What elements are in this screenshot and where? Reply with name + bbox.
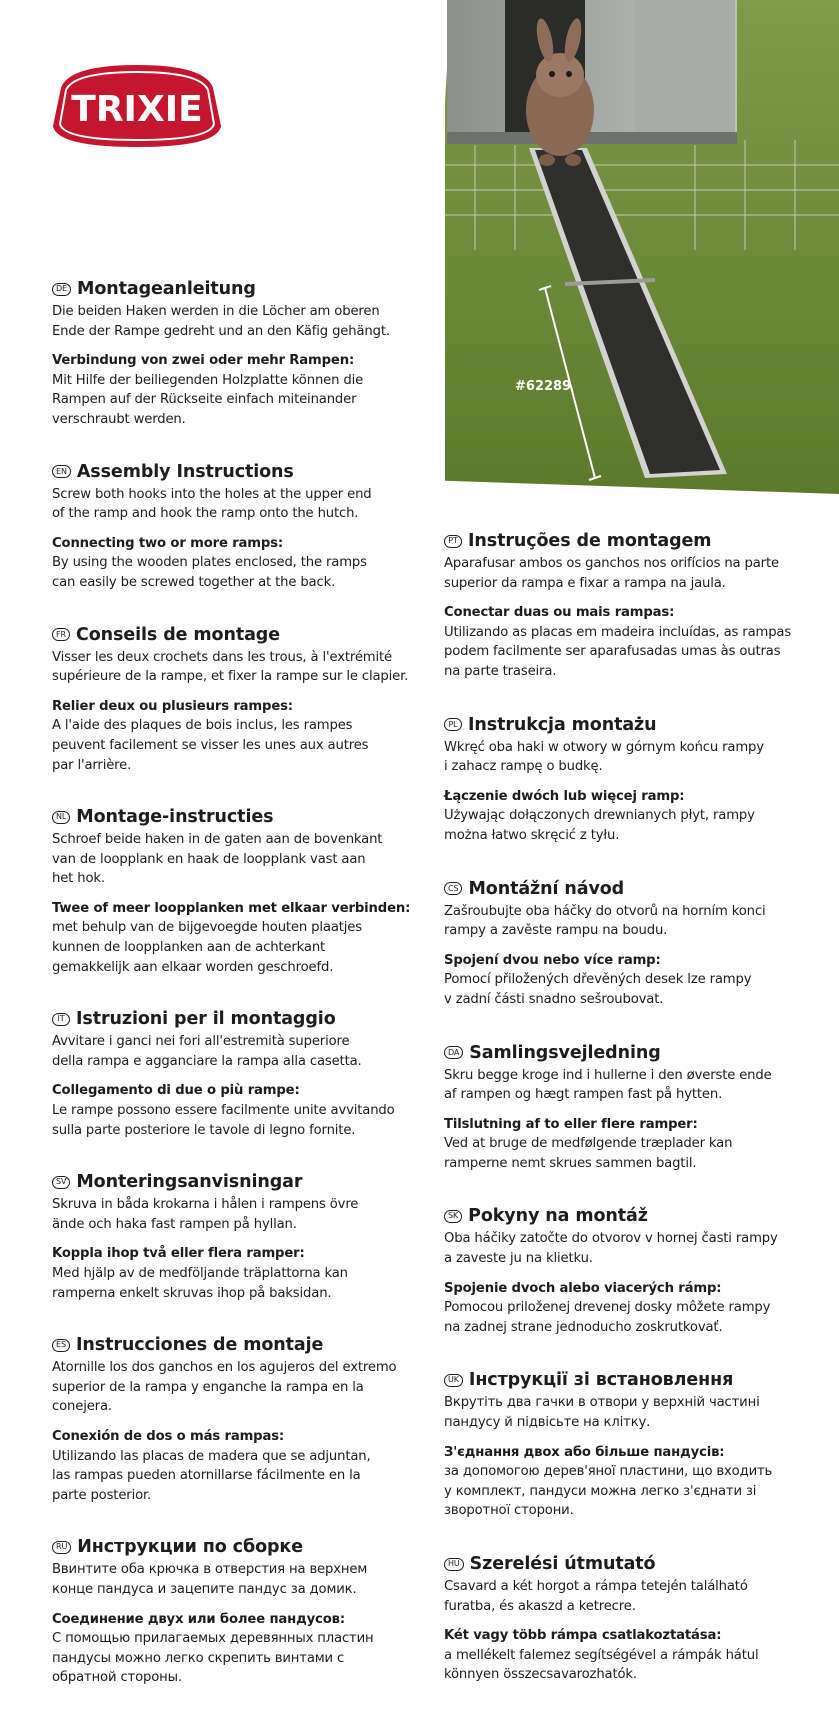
subtext-line: a mellékelt falemez segítségével a rámpák hátul — [444, 1647, 759, 1663]
section-subtitle: Tilslutning af to eller flere ramper: — [444, 1116, 698, 1132]
section-subtitle: З'єднання двох або більше пандусів: — [444, 1444, 725, 1460]
language-badge: DE — [52, 283, 71, 296]
section-subtext — [52, 1101, 412, 1140]
subtext-line: Ved at bruge de medfølgende træplader kan — [444, 1136, 733, 1152]
section-subtitle: Соединение двух или более пандусов: — [52, 1611, 345, 1627]
section-title: Monteringsanvisningar — [76, 1172, 303, 1193]
product-photo — [445, 0, 839, 500]
subtext-line: Mit Hilfe der beiliegenden Holzplatte können die — [52, 372, 364, 388]
subtext-line: sulla parte posteriore le tavole di legno fornite. — [52, 1122, 356, 1138]
text-line: Screw both hooks into the holes at the upper end — [52, 486, 372, 502]
section-subtext — [52, 716, 412, 775]
language-badge: DA — [444, 1046, 463, 1059]
left-column — [52, 278, 412, 1719]
section-text — [52, 830, 412, 889]
instruction-section-uk — [444, 1369, 804, 1521]
text-line: della rampa e agganciare la rampa alla casetta. — [52, 1053, 362, 1069]
section-text — [52, 648, 412, 687]
subtext-line: kunnen de loopplanken aan de achterkant — [52, 940, 326, 956]
section-subtitle: Koppla ihop två eller flera ramper: — [52, 1246, 305, 1262]
section-text — [52, 1032, 412, 1071]
section-text — [444, 1066, 804, 1105]
language-badge: EN — [52, 465, 71, 478]
subtext-line: Med hjälp av de medföljande träplattorna kan — [52, 1266, 348, 1281]
section-text — [52, 485, 412, 524]
text-line: Skru begge kroge ind i hullerne i den øverste ende — [444, 1067, 772, 1083]
section-heading — [52, 1171, 412, 1193]
section-title: Instrucciones de montaje — [76, 1335, 324, 1356]
subtext-line: na parte traseira. — [444, 663, 557, 679]
text-line: van de loopplank en haak de loopplank vast aan — [52, 851, 366, 867]
section-subtext — [52, 1447, 412, 1506]
section-title: Samlingsvejledning — [469, 1042, 661, 1063]
section-title: Istruzioni per il montaggio — [76, 1009, 336, 1030]
section-text — [444, 554, 804, 593]
text-line: Oba háčiky zatočte do otvorov v hornej časti rampy — [444, 1231, 778, 1247]
subtext-line: ramperna enkelt skruvas ihop på baksidan. — [52, 1285, 332, 1301]
subtext-line: met behulp van de bijgevoegde houten plaatjes — [52, 920, 362, 936]
subtext-line: Pomocí přiložených dřevěných desek lze rampy — [444, 972, 752, 988]
subtext-line: könnyen összecsavarozhatók. — [444, 1667, 637, 1683]
trixie-logo — [50, 60, 224, 152]
subtext-line: can easily be screwed together at the back. — [52, 574, 336, 590]
text-line: Csavard a két horgot a rámpa tetején található — [444, 1579, 748, 1594]
instruction-section-sv — [52, 1171, 412, 1303]
text-line: of the ramp and hook the ramp onto the hutch. — [52, 506, 359, 522]
section-text — [52, 302, 412, 341]
section-heading — [52, 1334, 412, 1356]
text-line: Skruva in båda krokarna i hålen i rampens övre — [52, 1197, 359, 1213]
section-title: Assembly Instructions — [76, 461, 294, 482]
section-title: Conseils de montage — [76, 624, 280, 645]
section-text — [444, 902, 804, 941]
section-subtext — [444, 970, 804, 1009]
section-text — [444, 1229, 804, 1268]
text-line: af rampen og hægt rampen fast på hytten. — [444, 1087, 723, 1103]
text-line: ände och haka fast rampen på hyllan. — [52, 1216, 297, 1232]
section-heading — [444, 1553, 804, 1575]
text-line: Schroef beide haken in de gaten aan de bovenkant — [52, 832, 383, 848]
section-title: Montage-instructies — [76, 807, 274, 828]
section-heading — [52, 806, 412, 828]
text-line: Die beiden Haken werden in die Löcher am oberen — [52, 304, 380, 319]
section-title: Instruções de montagem — [468, 531, 712, 551]
subtext-line: gemakkelijk aan elkaar worden geschroefd. — [52, 959, 334, 975]
section-subtitle: Relier deux ou plusieurs rampes: — [52, 698, 293, 714]
section-title: Инструкции по сборке — [77, 1537, 303, 1558]
instruction-section-en — [52, 461, 412, 593]
section-heading — [444, 1369, 804, 1391]
subtext-line: verschraubt werden. — [52, 411, 186, 427]
instruction-section-nl — [52, 806, 412, 977]
section-heading — [444, 1042, 804, 1064]
text-line: Aparafusar ambos os ganchos nos orifícios na parte — [444, 556, 779, 571]
instruction-section-pl — [444, 714, 804, 846]
section-subtitle: Collegamento di due o più rampe: — [52, 1083, 300, 1099]
text-line: a zaveste ju na klietku. — [444, 1251, 593, 1267]
subtext-line: Le rampe possono essere facilmente unite avvitando — [52, 1103, 395, 1119]
subtext-line: зворотної сторони. — [444, 1503, 574, 1519]
instruction-section-pt — [444, 530, 804, 682]
subtext-line: A l'aide des plaques de bois inclus, les rampes — [52, 718, 353, 734]
subtext-line: las rampas pueden atornillarse fácilmente en la — [52, 1468, 361, 1484]
product-number: #62289 — [515, 379, 572, 394]
subtext-line: пандусы можно легко скрепить винтами с — [52, 1650, 345, 1666]
section-subtext — [52, 371, 412, 430]
language-badge: IT — [52, 1013, 70, 1026]
section-subtitle: Verbindung von zwei oder mehr Rampen: — [52, 353, 355, 369]
text-line: superior de la rampa y enganche la rampa en la — [52, 1379, 364, 1395]
section-text — [52, 1195, 412, 1234]
language-badge: ES — [52, 1339, 70, 1352]
language-badge: NL — [52, 811, 70, 824]
instruction-section-hu — [444, 1553, 804, 1685]
section-text — [444, 1393, 804, 1432]
subtext-line: у комплект, пандуси можна легко з'єднати зі — [444, 1483, 757, 1499]
subtext-line: parte posterior. — [52, 1487, 152, 1503]
text-line: конце пандуса и зацепите пандус за домик. — [52, 1581, 357, 1597]
section-subtext — [444, 1646, 804, 1685]
text-line: Avvitare i ganci nei fori all'estremità superiore — [52, 1034, 350, 1050]
text-line: rampy a zavěste rampu na boudu. — [444, 923, 668, 939]
section-title: Montážní návod — [468, 878, 625, 899]
subtext-line: podem facilmente ser aparafusadas umas às outras — [444, 644, 781, 660]
instruction-section-fr — [52, 624, 412, 776]
section-subtext — [444, 806, 804, 845]
section-heading — [52, 624, 412, 646]
subtext-line: By using the wooden plates enclosed, the ramps — [52, 555, 367, 571]
subtext-line: Utilizando las placas de madera que se adjuntan, — [52, 1448, 371, 1464]
text-line: furatba, és akaszd a ketrecre. — [444, 1598, 636, 1614]
section-subtitle: Két vagy több rámpa csatlakoztatása: — [444, 1628, 722, 1644]
section-title: Szerelési útmutató — [469, 1554, 656, 1574]
instruction-section-cs — [444, 878, 804, 1010]
text-line: superior da rampa e fixar a rampa na jaula. — [444, 575, 726, 591]
section-heading — [444, 1205, 804, 1227]
section-subtext — [52, 1629, 412, 1688]
section-heading — [52, 1536, 412, 1558]
subtext-line: Rampen auf der Rückseite einfach miteinander — [52, 392, 357, 408]
subtext-line: na zadnej strane jednoducho zoskrutkovať. — [444, 1319, 723, 1335]
language-badge: FR — [52, 628, 70, 641]
section-subtitle: Twee of meer loopplanken met elkaar verbinden: — [52, 900, 411, 916]
section-heading — [444, 878, 804, 900]
text-line: het hok. — [52, 871, 105, 887]
section-heading — [444, 714, 804, 736]
text-line: conejera. — [52, 1399, 112, 1415]
section-heading — [52, 278, 412, 300]
text-line: supérieure de la rampe, et fixer la rampe sur le clapier. — [52, 669, 409, 685]
section-subtext — [52, 553, 412, 592]
right-column — [444, 530, 804, 1717]
section-subtext — [444, 1462, 804, 1521]
section-subtitle: Spojenie dvoch alebo viacerých rámp: — [444, 1280, 722, 1296]
subtext-line: Pomocou priloženej drevenej dosky môžete rampy — [444, 1300, 771, 1316]
subtext-line: обратной стороны. — [52, 1670, 182, 1686]
section-subtitle: Conexión de dos o más rampas: — [52, 1428, 285, 1444]
instruction-section-it — [52, 1008, 412, 1140]
section-subtext — [444, 623, 804, 682]
text-line: i zahacz rampę o budkę. — [444, 759, 603, 775]
section-subtext — [444, 1134, 804, 1173]
subtext-line: można łatwo skręcić z tyłu. — [444, 827, 620, 843]
section-text — [444, 738, 804, 777]
instruction-section-es — [52, 1334, 412, 1505]
language-badge: HU — [444, 1558, 464, 1571]
language-badge: RU — [52, 1541, 71, 1554]
text-line: Вкрутіть два гачки в отвори у верхній частині — [444, 1395, 760, 1411]
subtext-line: С помощью прилагаемых деревянных пластин — [52, 1631, 374, 1647]
text-line: пандусу й підвісьте на клітку. — [444, 1415, 651, 1431]
text-line: Wkręć oba haki w otwory w górnym końcu rampy — [444, 739, 764, 755]
section-subtext — [52, 1264, 412, 1303]
language-badge: UK — [444, 1374, 463, 1387]
section-title: Instrukcja montażu — [468, 714, 657, 735]
instruction-section-sk — [444, 1205, 804, 1337]
text-line: Ввинтите оба крючка в отверстия на верхнем — [52, 1562, 368, 1578]
section-text — [52, 1358, 412, 1417]
subtext-line: Utilizando as placas em madeira incluídas, as rampas — [444, 624, 792, 640]
subtext-line: peuvent facilement se visser les unes aux autres — [52, 737, 369, 753]
language-badge: SV — [52, 1176, 70, 1189]
text-line: Atornille los dos ganchos en los agujeros del extremo — [52, 1360, 397, 1376]
section-subtext — [52, 918, 412, 977]
section-subtitle: Connecting two or more ramps: — [52, 535, 284, 551]
subtext-line: ramperne nemt skrues sammen bagtil. — [444, 1155, 697, 1171]
subtext-line: par l'arrière. — [52, 757, 132, 773]
section-subtext — [444, 1298, 804, 1337]
section-title: Montageanleitung — [77, 279, 256, 299]
section-subtitle: Spojení dvou nebo více ramp: — [444, 952, 661, 968]
section-heading — [52, 461, 412, 483]
subtext-line: Używając dołączonych drewnianych płyt, rampy — [444, 808, 755, 824]
section-title: Інструкції зі встановлення — [468, 1370, 734, 1391]
language-badge: PT — [444, 535, 462, 548]
instruction-section-da — [444, 1042, 804, 1174]
instruction-section-ru — [52, 1536, 412, 1688]
instruction-section-de — [52, 278, 412, 430]
section-text — [52, 1560, 412, 1599]
section-heading — [444, 530, 804, 552]
text-line: Zašroubujte oba háčky do otvorů na horním konci — [444, 903, 766, 919]
section-title: Pokyny na montáž — [468, 1206, 648, 1227]
section-subtitle: Łączenie dwóch lub więcej ramp: — [444, 788, 685, 804]
subtext-line: за допомогою дерев'яної пластини, що входить — [444, 1464, 773, 1480]
logo-text: TRIXIE — [71, 89, 203, 130]
section-heading — [52, 1008, 412, 1030]
subtext-line: v zadní části snadno sešroubovat. — [444, 991, 664, 1007]
text-line: Visser les deux crochets dans les trous, à l'extrémité — [52, 649, 393, 665]
language-badge: PL — [444, 718, 462, 731]
text-line: Ende der Rampe gedreht und an den Käfig gehängt. — [52, 323, 390, 339]
section-text — [444, 1577, 804, 1616]
section-subtitle: Conectar duas ou mais rampas: — [444, 605, 675, 621]
language-badge: SK — [444, 1210, 462, 1223]
language-badge: CS — [444, 882, 462, 895]
